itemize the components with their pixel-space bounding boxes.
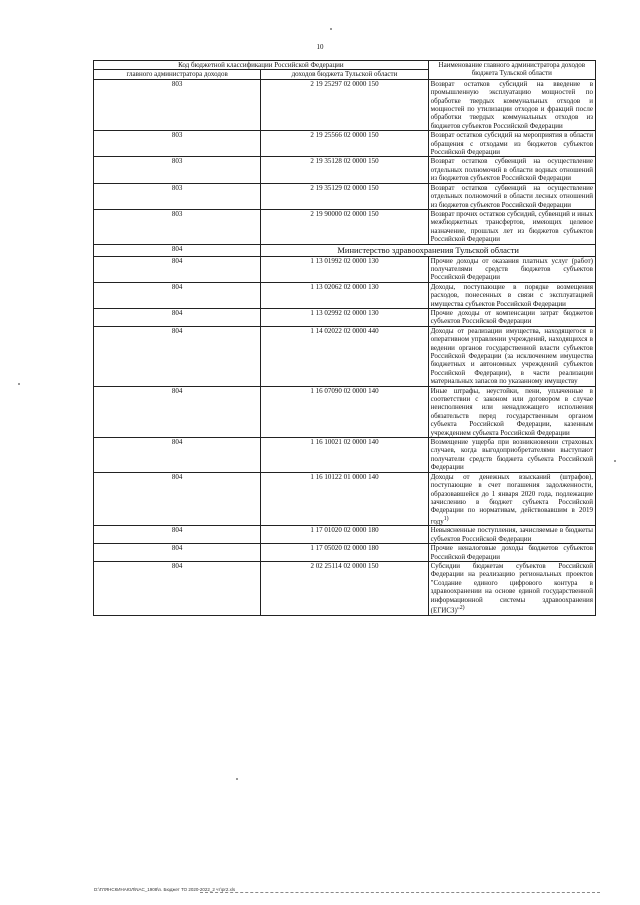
admin-code: 804 xyxy=(94,282,261,308)
table-row xyxy=(94,131,596,157)
admin-code: 804 xyxy=(94,244,261,256)
income-name: Невыясненные поступления, зачисляемые в бюджеты субъектов Российской Федерации xyxy=(428,526,595,544)
income-name: Возврат остатков субсидий на введение в промышленную эксплуатацию мощностей по обработке твердых коммунальных отходов и мощностей по утилизации отходов и фракций после обработки твердых коммунальных отходов из бюджетов субъектов Российской Федерации xyxy=(428,79,595,130)
table-row xyxy=(94,386,596,437)
table-row xyxy=(94,79,596,130)
income-name: Прочие доходы от оказания платных услуг (работ) получателями средств бюджетов субъектов Российской Федерации xyxy=(428,256,595,282)
admin-code: 804 xyxy=(94,562,261,616)
income-name: Прочие доходы от компенсации затрат бюджетов субъектов Российской Федерации xyxy=(428,308,595,326)
admin-code: 804 xyxy=(94,326,261,386)
admin-code: 804 xyxy=(94,386,261,437)
footer-file-path: D:\ГЛЯНСКИНАЮЛ\NAC_1908\n. Бюджет ТО 2020-2022_2 чт\pr2.xls xyxy=(94,887,236,892)
table-row xyxy=(94,326,596,386)
admin-code: 803 xyxy=(94,209,261,244)
income-name: Доходы от денежных взысканий (штрафов), поступающие в счет погашения задолженности, образовавшейся до 1 января 2020 года, подлежащие зачислению в бюджет субъекта Российской Федерации по нормативам, действовавшим в 2019 году xyxy=(430,472,593,526)
admin-code: 804 xyxy=(94,256,261,282)
scan-speck xyxy=(614,460,616,462)
income-name: Доходы от реализации имущества, находящегося в оперативном управлении учреждений, находящихся в ведении органов государственной власти субъектов Российской Федерации (за исключением имущества бюджетных и автономных учреждений субъектов Российской Федерации), в части реализации материальных запасов по указанному имуществу xyxy=(428,326,595,386)
scan-speck xyxy=(330,28,332,30)
admin-code: 804 xyxy=(94,438,261,473)
header-income-column: доходов бюджета Тульской области xyxy=(261,70,428,79)
header-code-group: Код бюджетной классификации Российской Федерации xyxy=(94,61,429,70)
income-code: 1 16 07090 02 0000 140 xyxy=(261,386,428,437)
footnote-marker: 1) xyxy=(443,515,449,522)
income-name: Прочие неналоговые доходы бюджетов субъектов Российской Федерации xyxy=(428,544,595,562)
admin-code: 804 xyxy=(94,308,261,326)
income-code: 2 19 25297 02 0000 150 xyxy=(261,79,428,130)
table-row xyxy=(94,308,596,326)
scan-speck xyxy=(236,778,238,780)
admin-code: 804 xyxy=(94,472,261,526)
footer-line xyxy=(200,892,600,893)
admin-code: 803 xyxy=(94,131,261,157)
income-code: 1 13 01992 02 0000 130 xyxy=(261,256,428,282)
table-row xyxy=(94,438,596,473)
table-row xyxy=(94,157,596,183)
income-name: Субсидии бюджетам субъектов Российской Федерации на реализацию региональных проектов "Создание единого цифрового контура в здравоохранении на основе единой государственной информационной системы здравоохранения (ЕГИСЗ)" xyxy=(430,562,593,615)
ministry-title: Министерство здравоохранения Тульской области xyxy=(261,244,596,256)
footnote-marker: 2) xyxy=(459,605,465,612)
table-row xyxy=(94,183,596,209)
admin-code: 804 xyxy=(94,544,261,562)
income-name: Возврат остатков субвенций на осуществление отдельных полномочий в области лесных отношений из бюджетов субъектов Российской Федерации xyxy=(428,183,595,209)
income-code: 2 19 90000 02 0000 150 xyxy=(261,209,428,244)
admin-code: 803 xyxy=(94,79,261,130)
income-code: 1 17 05020 02 0000 180 xyxy=(261,544,428,562)
table-row xyxy=(94,282,596,308)
income-code: 1 16 10122 01 0000 140 xyxy=(261,472,428,526)
income-name: Доходы, поступающие в порядке возмещения расходов, понесенных в связи с эксплуатацией имущества субъектов Российской Федерации xyxy=(428,282,595,308)
income-code: 1 17 01020 02 0000 180 xyxy=(261,526,428,544)
admin-code: 803 xyxy=(94,183,261,209)
scan-speck xyxy=(18,383,20,385)
ministry-row xyxy=(94,244,596,256)
table-row xyxy=(94,562,596,616)
income-name: Возврат остатков субсидий на мероприятия в области обращения с отходами из бюджетов субъектов Российской Федерации xyxy=(428,131,595,157)
income-name: Возврат остатков субвенций на осуществление отдельных полномочий в области водных отношений из бюджетов субъектов Российской Федерации xyxy=(428,157,595,183)
budget-classification-table xyxy=(93,60,596,616)
table-row xyxy=(94,526,596,544)
header-admin-column: главного администратора доходов xyxy=(94,70,261,79)
income-code: 1 13 02992 02 0000 130 xyxy=(261,308,428,326)
table-row xyxy=(94,256,596,282)
admin-code: 803 xyxy=(94,157,261,183)
income-name-cell xyxy=(428,472,595,526)
table-row xyxy=(94,472,596,526)
table-row xyxy=(94,209,596,244)
income-name: Возврат прочих остатков субсидий, субвенций и иных межбюджетных трансфертов, имеющих целевое назначение, прошлых лет из бюджетов субъектов Российской Федерации xyxy=(428,209,595,244)
income-name: Иные штрафы, неустойки, пени, уплаченные в соответствии с законом или договором в случае неисполнения или ненадлежащего исполнения обязательств перед государственным органом субъекта Российской Федерации, казенным учреждением субъекта Российской Федерации xyxy=(428,386,595,437)
admin-code: 804 xyxy=(94,526,261,544)
income-code: 2 19 35128 02 0000 150 xyxy=(261,157,428,183)
income-name-cell xyxy=(428,562,595,616)
header-name-column: Наименование главного администратора доходов бюджета Тульской области xyxy=(428,61,595,80)
income-code: 2 02 25114 02 0000 150 xyxy=(261,562,428,616)
income-code: 2 19 25566 02 0000 150 xyxy=(261,131,428,157)
income-code: 1 16 10021 02 0000 140 xyxy=(261,438,428,473)
page-number: 10 xyxy=(316,43,324,51)
income-code: 1 14 02022 02 0000 440 xyxy=(261,326,428,386)
income-code: 2 19 35129 02 0000 150 xyxy=(261,183,428,209)
income-name: Возмещение ущерба при возникновении страховых случаев, когда выгодоприобретателями выступают получатели средств бюджета субъекта Российской Федерации xyxy=(428,438,595,473)
income-code: 1 13 02062 02 0000 130 xyxy=(261,282,428,308)
table-row xyxy=(94,544,596,562)
